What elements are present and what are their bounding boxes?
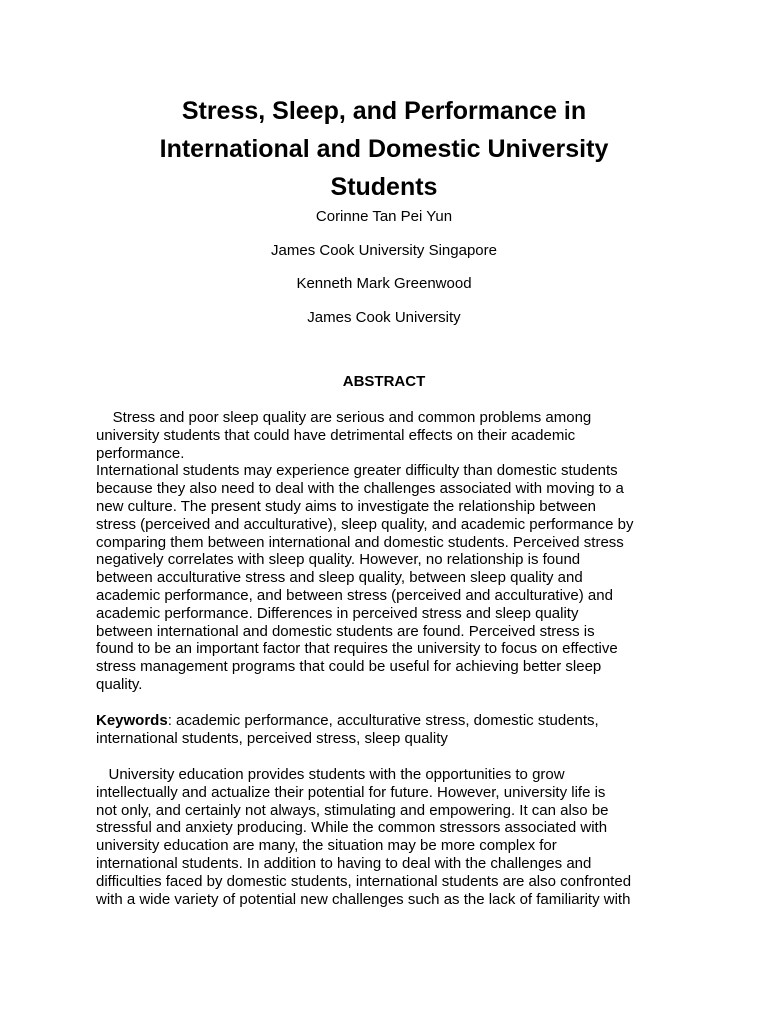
keywords-list: : academic performance, acculturative stress, domestic students, [167,712,599,729]
abstract-line: because they also need to deal with the challenges associated with moving to a [96,480,624,498]
author-name: Corinne Tan Pei Yun [315,208,453,225]
abstract-line: International students may experience greater difficulty than domestic students [96,462,618,480]
keywords-line [96,712,768,730]
abstract-paragraph [0,409,768,694]
abstract-line: quality. [96,675,143,693]
author-name: Kenneth Mark Greenwood [296,275,472,292]
body-line: stressful and anxiety producing. While the common stressors associated with [96,819,608,837]
abstract-line: stress management programs that could be useful for achieving better sleep [96,658,602,676]
abstract-line: negatively correlates with sleep quality. However, no relationship is found [96,551,581,569]
abstract-line: university students that could have detrimental effects on their academic [96,426,576,444]
keywords-line: international students, perceived stress, sleep quality [96,729,448,747]
abstract-line: academic performance. Differences in perceived stress and sleep quality [96,604,579,622]
body-line: difficulties faced by domestic students, international students are also confronted [96,872,632,890]
body-line: university education are many, the situation may be more complex for [96,837,557,855]
title-line: International and Domestic University [159,135,609,163]
abstract-line: found to be an important factor that requires the university to focus on effective [96,640,618,658]
title-line: Students [330,173,438,201]
body-line: not only, and certainly not always, stimulating and empowering. It can also be [96,801,609,819]
abstract-line: new culture. The present study aims to investigate the relationship between [96,497,597,515]
introduction-paragraph [0,766,768,908]
body-line: University education provides students with the opportunities to grow [96,766,565,783]
abstract-line: Stress and poor sleep quality are serious and common problems among [96,409,592,426]
abstract-line: performance. [96,444,185,462]
title-line: Stress, Sleep, and Performance in [181,97,587,125]
abstract-heading: ABSTRACT [342,373,426,390]
abstract-line: between acculturative stress and sleep quality, between sleep quality and [96,569,583,587]
author-affiliation: James Cook University Singapore [271,242,497,259]
keywords-label: Keywords [96,712,168,729]
body-line: with a wide variety of potential new challenges such as the lack of familiarity with [96,890,631,908]
paper-title [96,92,672,206]
body-line: international students. In addition to having to deal with the challenges and [96,854,592,872]
abstract-line: comparing them between international and domestic students. Perceived stress [96,533,624,551]
body-line: intellectually and actualize their potential for future. However, university life is [96,783,606,801]
author-affiliation: James Cook University [307,309,461,326]
keywords-section [0,712,768,748]
abstract-line: stress (perceived and acculturative), sleep quality, and academic performance by [96,515,634,533]
abstract-line: academic performance, and between stress (perceived and acculturative) and [96,586,613,604]
abstract-line: between international and domestic students are found. Perceived stress is [96,622,595,640]
